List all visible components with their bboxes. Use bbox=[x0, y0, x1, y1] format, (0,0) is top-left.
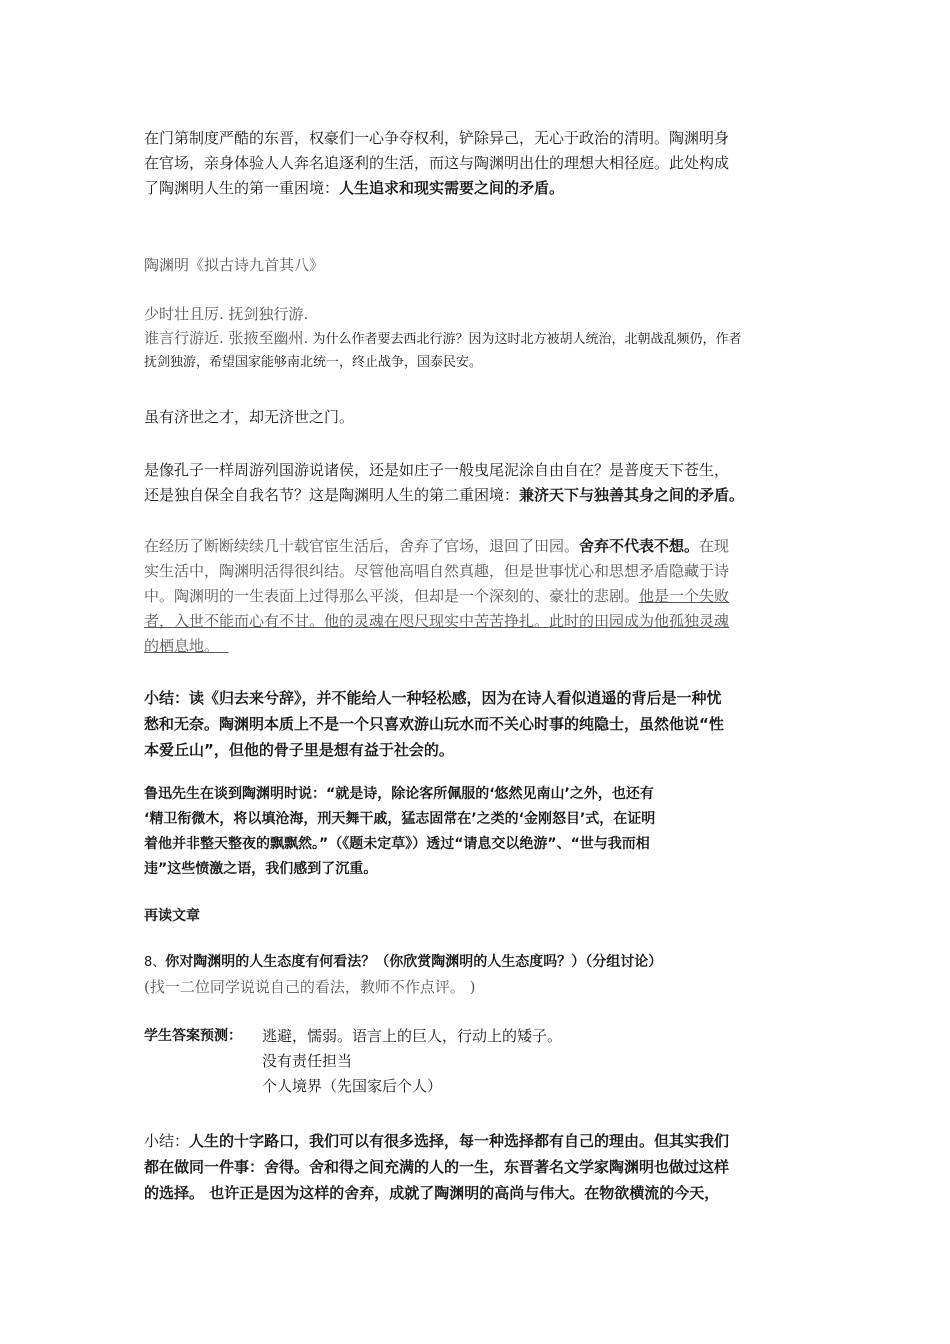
text-line: 着他并非整天整夜的飘飘然。”（《题未定草》）透过“请息交以绝游”、“世与我而相 bbox=[144, 836, 650, 852]
text-run: 还是独自保全自我名节？这是陶渊明人生的第二重困境： bbox=[144, 486, 520, 504]
paragraph-first-dilemma bbox=[144, 126, 808, 201]
section-heading bbox=[144, 904, 808, 929]
poem-line-text: 谁言行游近. 张掖至幽州. bbox=[144, 329, 309, 347]
answer-item: 没有责任担当 bbox=[262, 1052, 353, 1070]
text-line bbox=[144, 1128, 808, 1154]
text-run: 小结： bbox=[144, 1132, 190, 1150]
poem-line bbox=[144, 327, 808, 351]
poem-explanation-cont: 抚剑独游，希望国家能够南北统一，终止战争，国泰民安。 bbox=[144, 355, 483, 370]
luxun-paragraph bbox=[144, 782, 808, 882]
emphasis-text: 人生追求和现实需要之间的矛盾。 bbox=[339, 179, 565, 197]
text-line bbox=[144, 534, 808, 559]
poem-block bbox=[144, 302, 808, 374]
text-line: 小结：读《归去来兮辞》，并不能给人一种轻松感，因为在诗人看似逍遥的背后是一种忧 bbox=[144, 689, 722, 707]
text-run: 了陶渊明人生的第一重困境： bbox=[144, 179, 340, 197]
answer-item: 个人境界（先国家后个人） bbox=[262, 1077, 443, 1095]
question-number: 8、 bbox=[144, 955, 166, 970]
text-line bbox=[144, 176, 808, 201]
text-line: 在官场，亲身体验人人奔名追逐利的生活，而这与陶渊明出仕的理想大相径庭。此处构成 bbox=[144, 154, 730, 172]
underlined-text: 他是一个失败 bbox=[639, 587, 730, 605]
underlined-text: 者，入世不能而心有不甘。他的灵魂在咫尺现实中苦苦挣扎。此时的田园成为他孤独灵魂 bbox=[144, 612, 730, 630]
text-line: 本爱丘山”，但他的骨子里是想有益于社会的。 bbox=[144, 741, 454, 759]
emphasis-text: 舍弃不代表不想。 bbox=[579, 537, 700, 555]
poem-explanation: 为什么作者要去西北行游？因为这时北方被胡人统治，北朝战乱频仍，作者 bbox=[308, 332, 742, 347]
poem-title bbox=[144, 253, 808, 278]
text-line: 实生活中，陶渊明活得很纠结。尽管他高唱自然真趣，但是世事忧心和思想矛盾隐藏于诗 bbox=[144, 562, 730, 580]
text-line: 愁和无奈。陶渊明本质上不是一个只喜欢游山玩水而不关心时事的纯隐士，虽然他说“性 bbox=[144, 715, 724, 733]
text-line: 都在做同一件事：舍得。舍和得之间充满的人的一生，东晋著名文学家陶渊明也做过这样 bbox=[144, 1158, 730, 1176]
answers-label: 学生答案预测： bbox=[144, 1028, 242, 1044]
text-line: ‘精卫衔微木，将以填沧海，刑天舞干戚，猛志固常在’之类的‘金刚怒目’式，在证明 bbox=[144, 811, 656, 827]
paragraph-pastoral bbox=[144, 534, 808, 659]
question-line bbox=[144, 950, 808, 975]
answer-item: 逃避，懦弱。语言上的巨人，行动上的矮子。 bbox=[262, 1027, 563, 1045]
text-line bbox=[144, 483, 808, 508]
underlined-text: 的栖息地。 bbox=[144, 637, 220, 655]
poem-line: 少时壮且厉. 抚剑独行游. bbox=[144, 305, 309, 323]
emphasis-text: 兼济天下与独善其身之间的矛盾。 bbox=[519, 486, 745, 504]
summary-paragraph-2 bbox=[144, 1128, 808, 1206]
text-line bbox=[144, 584, 808, 609]
paragraph-second-dilemma bbox=[144, 458, 808, 508]
summary-paragraph bbox=[144, 685, 808, 763]
text-line: 鲁迅先生在谈到陶渊明时说：“就是诗，除论客所佩服的‘悠然见南山’之外，也还有 bbox=[144, 786, 654, 802]
text-line: 在门第制度严酷的东晋，权豪们一心争夺权利，铲除异己，无心于政治的清明。陶渊明身 bbox=[144, 129, 730, 147]
text-run: 在经历了断断续续几十载官宦生活后，舍弃了官场，退回了田园。 bbox=[144, 537, 580, 555]
heading-text: 再读文章 bbox=[144, 908, 200, 924]
question-note: (找一二位同学说说自己的看法，教师不作点评。 ) bbox=[144, 978, 476, 996]
text-line: 的选择。 也许正是因为这样的舍弃，成就了陶渊明的高尚与伟大。在物欲横流的今天， bbox=[144, 1184, 720, 1202]
text-run: 在现 bbox=[699, 537, 730, 555]
text-run: 人生的十字路口，我们可以有很多选择，每一种选择都有自己的理由。但其实我们 bbox=[189, 1132, 730, 1150]
question-block bbox=[144, 950, 808, 1000]
poem-title-text: 陶渊明《拟古诗九首其八》 bbox=[144, 256, 325, 274]
question-text: 你对陶渊明的人生态度有何看法？（你欣赏陶渊明的人生态度吗？）（分组讨论） bbox=[165, 954, 663, 970]
text-line: 违”这些愤激之语，我们感到了沉重。 bbox=[144, 861, 378, 877]
paragraph-talent bbox=[144, 405, 808, 430]
answers-block bbox=[144, 1024, 808, 1104]
text-run: 中。陶渊明的一生表面上过得那么平淡，但却是一个深刻的、豪壮的悲剧。 bbox=[144, 587, 640, 605]
text-line bbox=[144, 634, 808, 659]
text-line: 虽有济世之才，却无济世之门。 bbox=[144, 408, 355, 426]
text-line: 是像孔子一样周游列国游说诸侯，还是如庄子一般曳尾泥涂自由自在？是普度天下苍生， bbox=[144, 461, 730, 479]
